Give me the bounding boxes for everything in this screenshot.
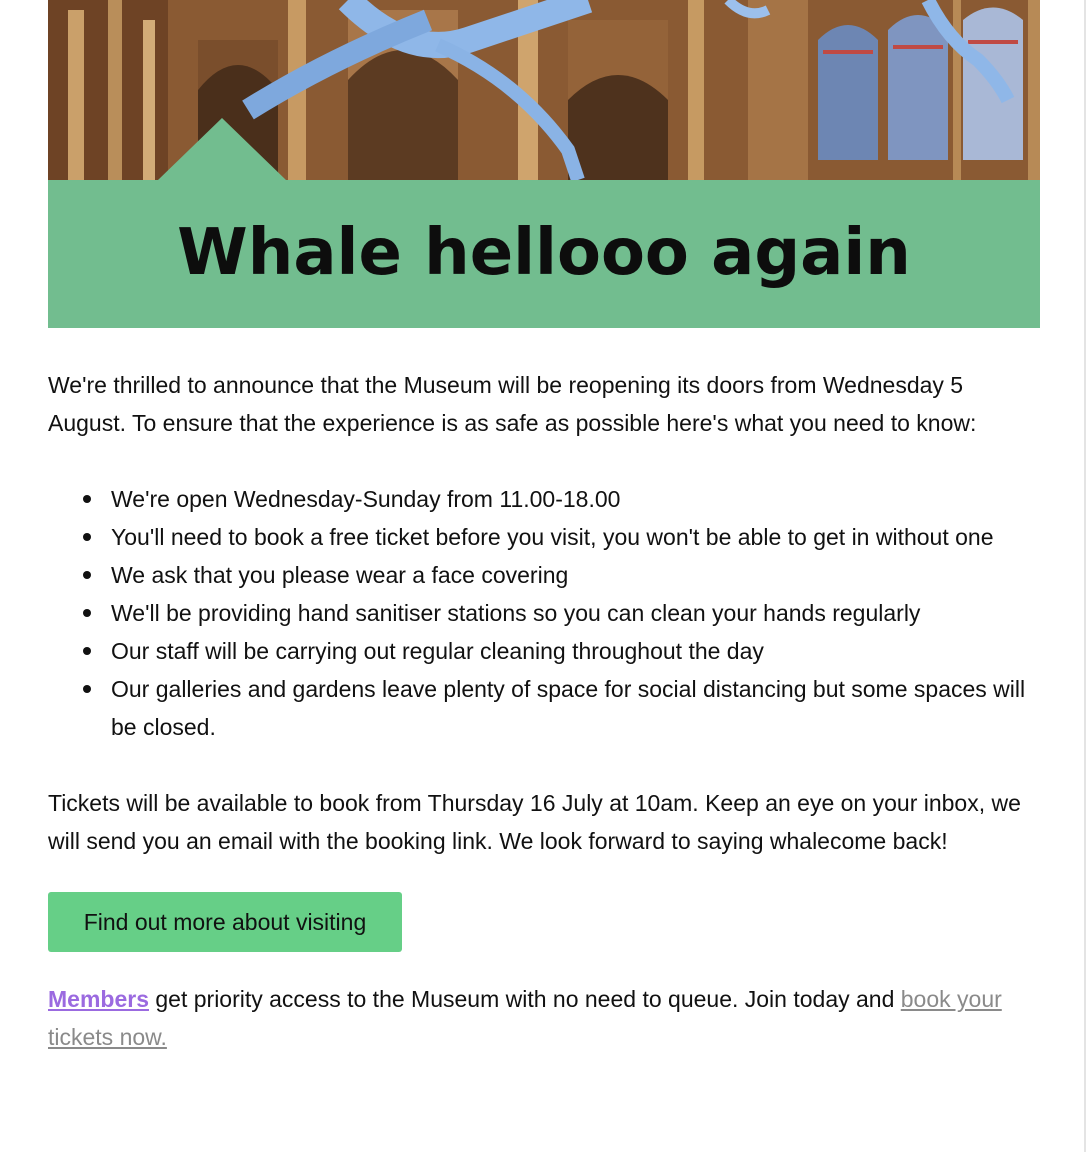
banner-title: Whale hellooo again	[177, 216, 911, 290]
list-item	[111, 670, 1040, 746]
list-item	[111, 594, 1040, 632]
email-body	[48, 0, 1040, 1056]
list-item	[111, 556, 1040, 594]
tickets-paragraph: Tickets will be available to book from Thursday 16 July at 10am. Keep an eye on your inbox, we will send you an email with the booking link. We look forward to saying whalecome back!	[48, 790, 1021, 854]
list-item-text: You'll need to book a free ticket before you visit, you won't be able to get in without one	[111, 524, 994, 550]
members-paragraph	[48, 980, 1040, 1056]
bullet-icon	[83, 647, 91, 655]
bullet-icon	[83, 609, 91, 617]
banner-notch	[158, 118, 286, 180]
email-content	[48, 366, 1040, 1056]
list-item	[111, 632, 1040, 670]
list-item	[111, 480, 1040, 518]
bullet-icon	[83, 495, 91, 503]
title-banner	[48, 180, 1040, 328]
members-text: get priority access to the Museum with no need to queue. Join today and	[148, 986, 901, 1012]
book-tickets-link[interactable]: book your tickets now.	[48, 986, 1002, 1050]
find-out-more-button[interactable]: Find out more about visiting	[48, 892, 402, 952]
list-item-text: We'll be providing hand sanitiser stations so you can clean your hands regularly	[111, 600, 921, 626]
list-item-text: We're open Wednesday-Sunday from 11.00-18.00	[111, 486, 621, 512]
intro-paragraph: We're thrilled to announce that the Museum will be reopening its doors from Wednesday 5 August. To ensure that the experience is as safe as possible here's what you need to know:	[48, 372, 977, 436]
list-item-text: Our staff will be carrying out regular cleaning throughout the day	[111, 638, 764, 664]
info-list	[48, 480, 1040, 746]
list-item-text: Our galleries and gardens leave plenty of space for social distancing but some spaces will be closed.	[111, 676, 1026, 740]
members-link[interactable]: Members	[48, 986, 149, 1012]
bullet-icon	[83, 533, 91, 541]
list-item	[111, 518, 1040, 556]
bullet-icon	[83, 571, 91, 579]
list-item-text: We ask that you please wear a face covering	[111, 562, 569, 588]
bullet-icon	[83, 685, 91, 693]
